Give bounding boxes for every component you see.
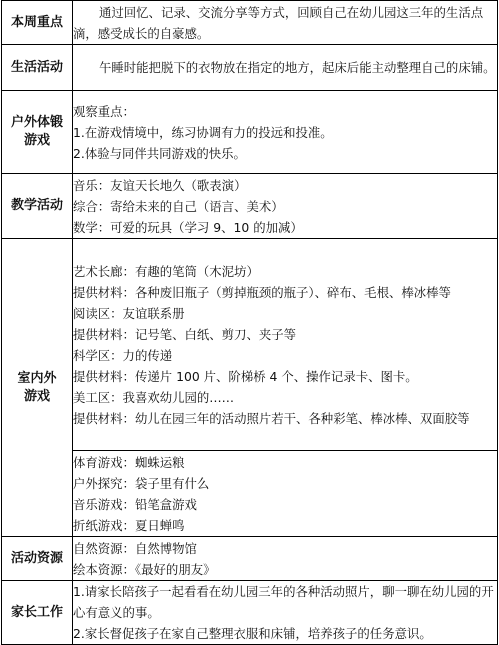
teaching-content (73, 174, 498, 239)
teaching-line: 综合：寄给未来的自己（语言、美术） (73, 198, 284, 214)
outdoor-line: 1.在游戏情境中，练习协调有力的投远和投准。 (73, 124, 333, 140)
parents-line: 2.家长督促孩子在家自己整理衣服和床铺，培养孩子的任务意识。 (73, 626, 432, 641)
resources-line: 绘本资源：《最好的朋友》 (73, 561, 216, 577)
parents-line: 1.请家长陪孩子一起看看在幼儿园三年的各种活动照片，聊一聊在幼儿园的开心有意义的事。 (73, 584, 494, 620)
row-focus (2, 1, 498, 45)
indoor-line: 阅读区：友谊联系册 (73, 305, 185, 321)
row-teaching (2, 174, 498, 239)
indoor-line: 科学区：力的传递 (73, 347, 173, 363)
label-outdoor-line2: 游戏 (23, 133, 50, 148)
label-parents: 家长工作 (2, 581, 73, 645)
row-life (2, 45, 498, 91)
weekly-plan-table (1, 0, 498, 645)
indoor-line: 提供材料：记号笔、白纸、剪刀、夹子等 (73, 326, 297, 342)
label-games-line2: 游戏 (23, 388, 50, 404)
label-outdoor-line1: 户外体锻 (10, 115, 63, 130)
indoor-line: 提供材料：各种废旧瓶子（剪掉瓶颈的瓶子）、碎布、毛根、棒冰棒等 (73, 284, 451, 300)
label-life: 生活活动 (2, 45, 73, 91)
teaching-line: 音乐：友谊天长地久（歌表演） (73, 177, 247, 193)
row-games-outdoor (2, 451, 498, 537)
indoor-line: 提供材料：传递片 100 片、阶梯桥 4 个、操作记录卡、图卡。 (73, 368, 418, 384)
teaching-line: 数学：可爱的玩具（学习 9、10 的加减） (73, 219, 303, 235)
label-games-line1: 室内外 (17, 370, 57, 386)
outdoor-game-line: 体育游戏：蜘蛛运粮 (73, 454, 185, 470)
label-outdoor-exercise (2, 91, 73, 174)
focus-text: 通过回忆、记录、交流分享等方式，回顾自己在幼儿园这三年的生活点滴，感受成长的自豪感。 (73, 1, 498, 45)
outdoor-game-line: 折纸游戏：夏日蝉鸣 (73, 517, 185, 533)
resources-line: 自然资源：自然博物馆 (73, 540, 197, 556)
label-resources: 活动资源 (2, 537, 73, 581)
resources-content (73, 537, 498, 581)
indoor-line: 提供材料：幼儿在园三年的活动照片若干、各种彩笔、棒冰棒、双面胶等 (73, 410, 470, 426)
indoor-line: 美工区：我喜欢幼儿园的…… (73, 389, 235, 405)
outdoor-game-line: 音乐游戏：铅笔盒游戏 (73, 496, 197, 512)
row-resources (2, 537, 498, 581)
outdoor-content (73, 91, 498, 174)
label-focus: 本周重点 (2, 1, 73, 45)
label-teaching: 教学活动 (2, 174, 73, 239)
outdoor-games-content (73, 451, 498, 537)
outdoor-line: 观察重点： (73, 103, 135, 119)
life-text: 午睡时能把脱下的衣物放在指定的地方，起床后能主动整理自己的床铺。 (73, 45, 498, 91)
label-games (2, 239, 73, 537)
indoor-content (73, 239, 498, 451)
indoor-line: 艺术长廊：有趣的笔筒（木泥坊） (73, 263, 259, 279)
outdoor-game-line: 户外探究：袋子里有什么 (73, 475, 210, 491)
outdoor-line: 2.体验与同伴共同游戏的快乐。 (73, 145, 246, 161)
row-outdoor-exercise (2, 91, 498, 174)
row-games-indoor (2, 239, 498, 451)
